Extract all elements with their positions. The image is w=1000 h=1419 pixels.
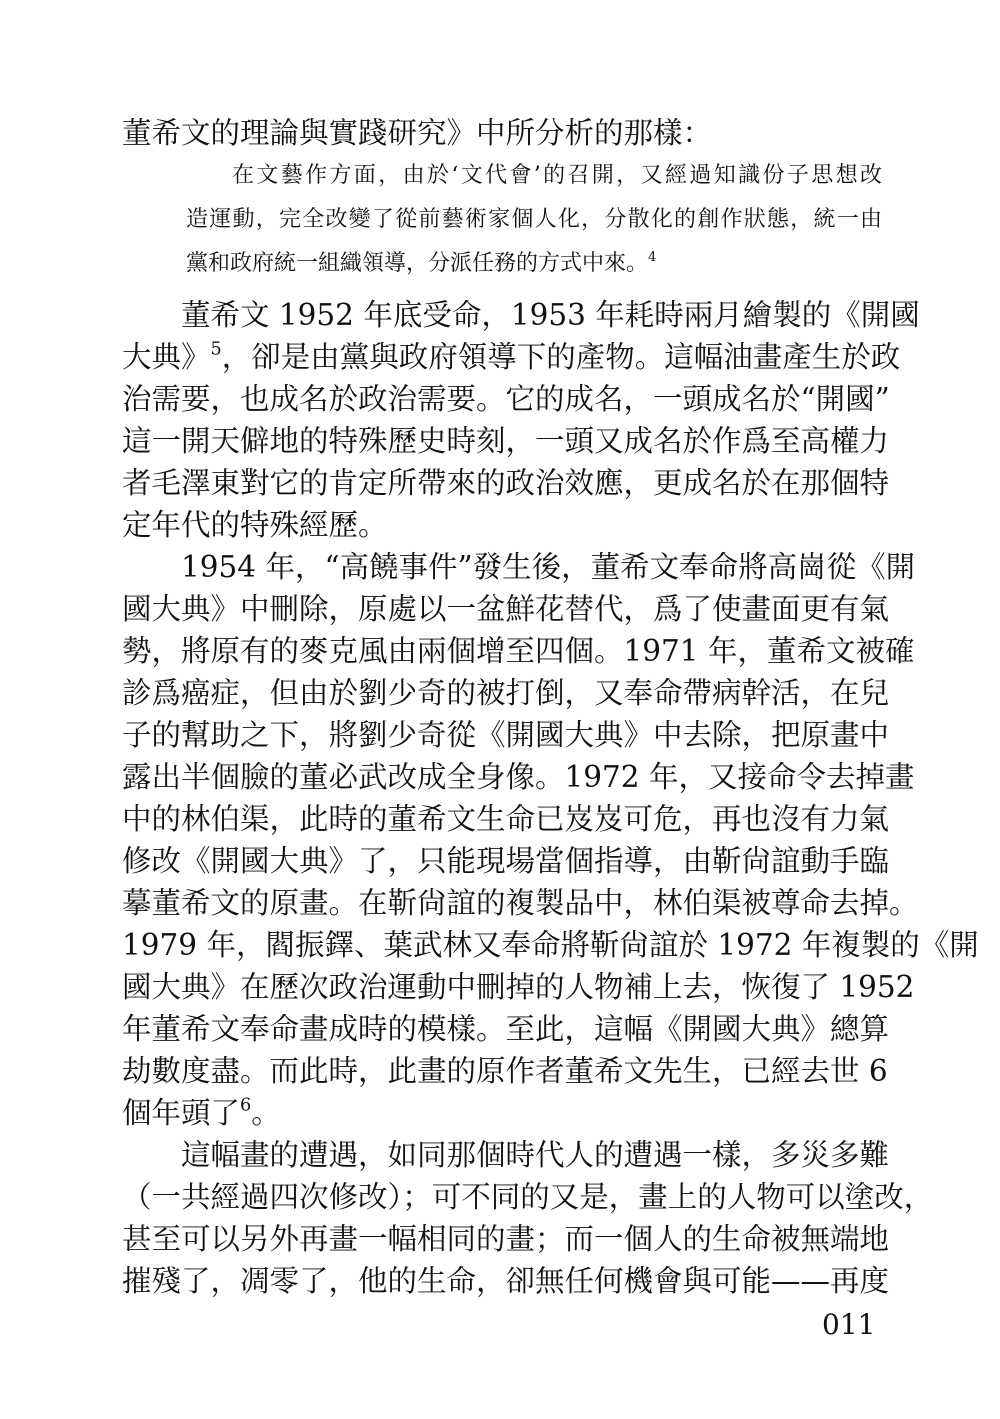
text-line: 診爲癌症，但由於劉少奇的被打倒，又奉命帶病幹活，在兒	[122, 676, 890, 710]
text-line	[122, 336, 901, 378]
quote-text: 黨和政府統一組織領導，分派任務的方式中來。	[186, 251, 649, 276]
text-span: 。	[251, 1096, 281, 1130]
footnote-ref: 4	[648, 249, 657, 265]
text-line: 定年代的特殊經歷。	[122, 508, 388, 542]
text-line: 董希文 1952 年底受命，1953 年耗時兩月繪製的《開國	[122, 298, 920, 332]
text-line: 治需要，也成名於政治需要。它的成名，一頭成名於“開國”	[122, 382, 890, 416]
page-body	[122, 112, 979, 1302]
text-line: 摧殘了，凋零了，他的生命，卻無任何機會與可能——再度	[122, 1264, 890, 1298]
text-line: 年董希文奉命畫成時的模樣。至此，這幅《開國大典》總算	[122, 1012, 890, 1046]
footnote-ref: 6	[240, 1095, 252, 1116]
text-span: ，卻是由黨與政府領導下的產物。這幅油畫產生於政	[221, 340, 901, 374]
text-line: 勢，將原有的麥克風由兩個增至四個。1971 年，董希文被確	[122, 634, 915, 668]
footnote-ref: 5	[210, 339, 222, 360]
block-quote	[122, 154, 882, 286]
text-line: 董希文的理論與實踐研究》中所分析的那樣：	[122, 116, 713, 150]
paragraph	[122, 294, 920, 546]
text-line: 甚至可以另外再畫一幅相同的畫；而一個人的生命被無端地	[122, 1222, 890, 1256]
text-line: 國大典》中刪除，原處以一盆鮮花替代，爲了使畫面更有氣	[122, 592, 890, 626]
page-number: 011	[822, 1308, 876, 1341]
text-line: 者毛澤東對它的肯定所帶來的政治效應，更成名於在那個特	[122, 466, 890, 500]
text-line: 國大典》在歷次政治運動中刪掉的人物補上去，恢復了 1952	[122, 970, 915, 1004]
paragraph	[122, 546, 979, 1134]
text-line: 1979 年，閻振鐸、葉武林又奉命將靳尙誼於 1972 年複製的《開	[122, 928, 979, 962]
paragraph	[122, 1134, 934, 1302]
text-line: 修改《開國大典》了，只能現場當個指導，由靳尙誼動手臨	[122, 844, 890, 878]
text-line: 1954 年，“高饒事件”發生後，董希文奉命將高崗從《開	[122, 550, 916, 584]
quote-line	[122, 242, 882, 286]
quote-line: 在文藝作方面，由於‘文代會’的召開，又經過知識份子思想改	[232, 163, 882, 188]
text-line	[122, 1092, 882, 1134]
text-line: 中的林伯渠，此時的董希文生命已岌岌可危，再也沒有力氣	[122, 802, 890, 836]
text-line: 露出半個臉的董必武改成全身像。1972 年，又接命令去掉畫	[122, 760, 915, 794]
text-line: 劫數度盡。而此時，此畫的原作者董希文先生，已經去世 6	[122, 1054, 888, 1088]
text-line: （一共經過四次修改）；可不同的又是，畫上的人物可以塗改，	[122, 1180, 934, 1214]
text-span: 大典》	[122, 340, 211, 374]
text-line: 子的幫助之下，將劉少奇從《開國大典》中去除，把原畫中	[122, 718, 890, 752]
text-line: 摹董希文的原畫。在靳尙誼的複製品中，林伯渠被尊命去掉。	[122, 886, 919, 920]
text-line: 這幅畫的遭遇，如同那個時代人的遭遇一樣，多災多難	[122, 1138, 890, 1172]
text-span: 個年頭了	[122, 1096, 241, 1130]
quote-line: 造運動，完全改變了從前藝術家個人化，分散化的創作狀態，統一由	[186, 207, 882, 232]
text-line: 這一開天僻地的特殊歷史時刻，一頭又成名於作爲至高權力	[122, 424, 890, 458]
